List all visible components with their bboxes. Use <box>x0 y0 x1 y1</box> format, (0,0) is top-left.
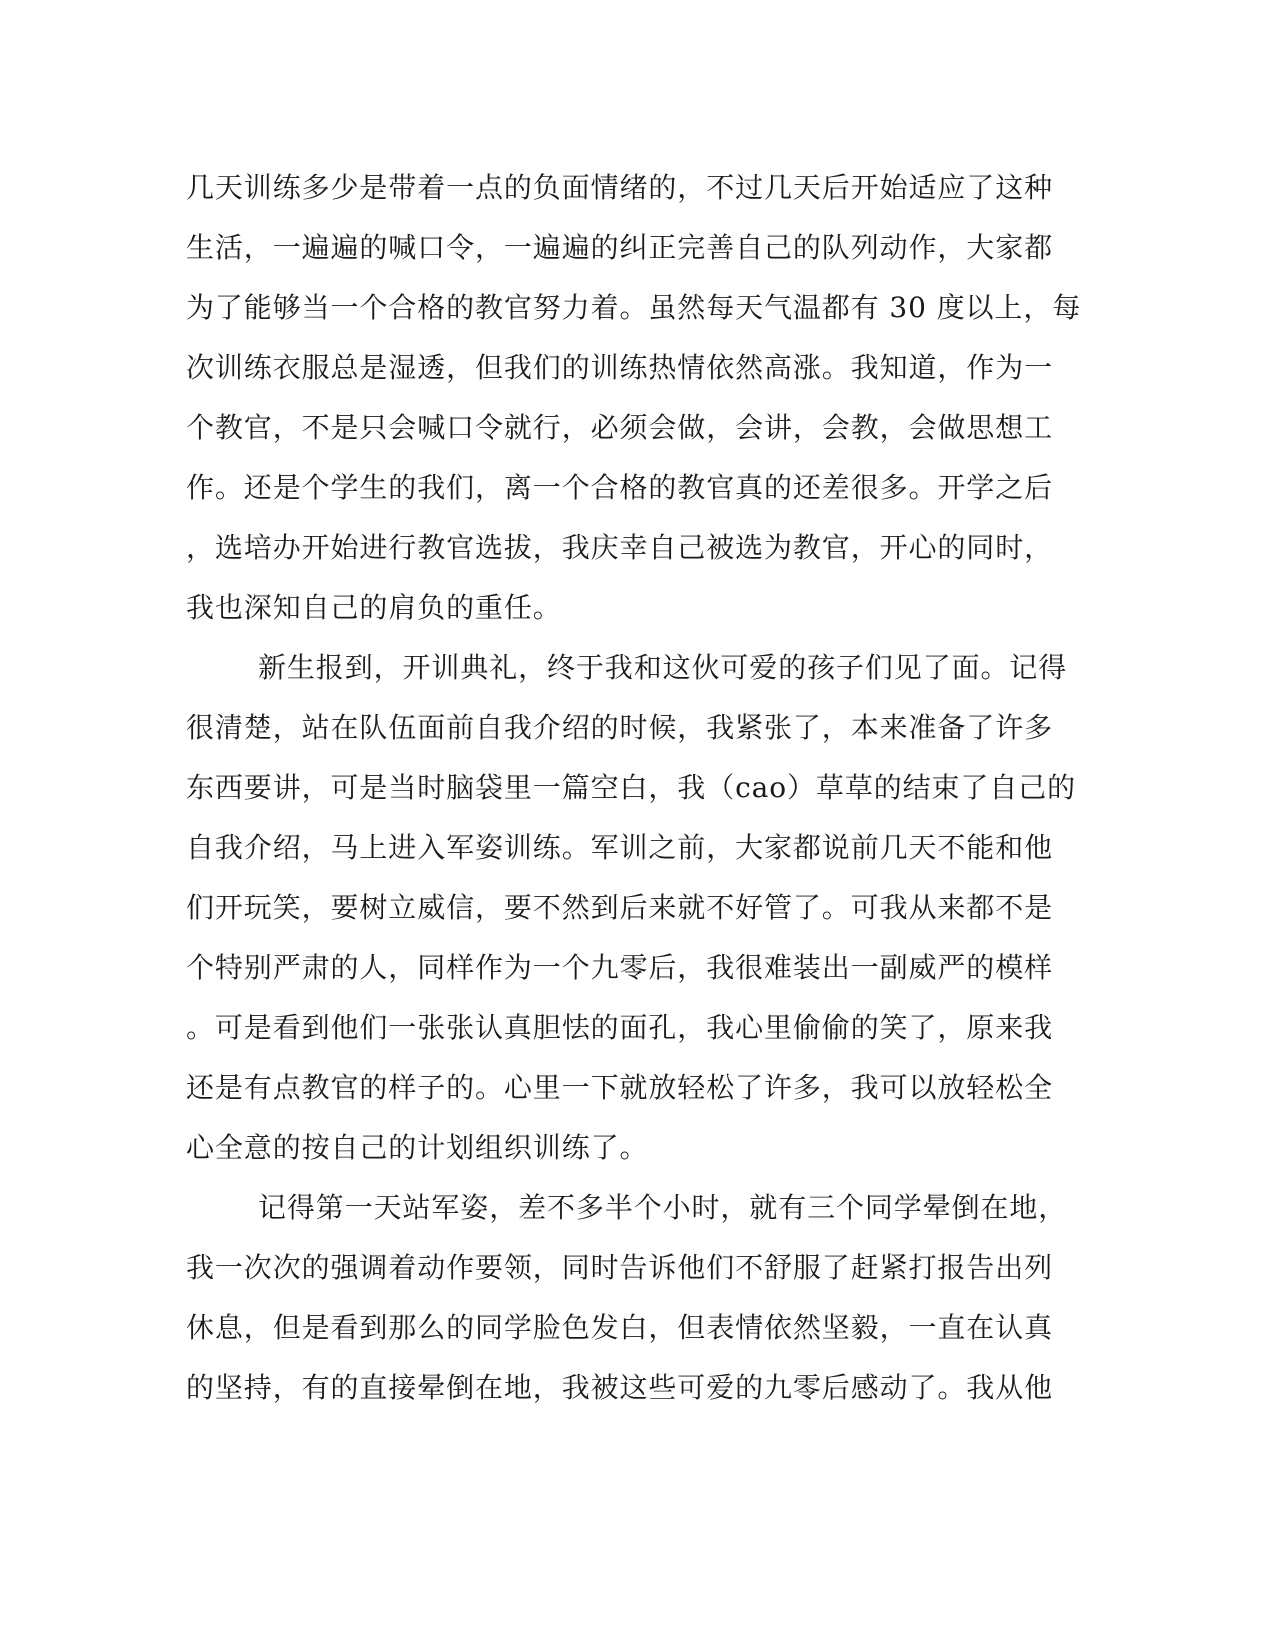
text-line-15: 。可是看到他们一张张认真胆怯的面孔，我心里偷偷的笑了，原来我 <box>186 1011 1054 1044</box>
document-body <box>186 158 1082 1418</box>
text-line-12: 自我介绍，马上进入军姿训练。军训之前，大家都说前几天不能和他 <box>186 831 1054 864</box>
text-line-3: 为了能够当一个合格的教官努力着。虽然每天气温都有 30 度以上，每 <box>186 291 1082 324</box>
text-line-21: 的坚持，有的直接晕倒在地，我被这些可爱的九零后感动了。我从他 <box>186 1371 1054 1404</box>
text-line-16: 还是有点教官的样子的。心里一下就放轻松了许多，我可以放轻松全 <box>186 1071 1054 1104</box>
text-line-19: 我一次次的强调着动作要领，同时告诉他们不舒服了赶紧打报告出列 <box>186 1251 1054 1284</box>
text-line-6: 作。还是个学生的我们，离一个合格的教官真的还差很多。开学之后 <box>186 471 1054 504</box>
text-line-10: 很清楚，站在队伍面前自我介绍的时候，我紧张了，本来准备了许多 <box>186 711 1054 744</box>
text-line-7: ，选培办开始进行教官选拔，我庆幸自己被选为教官，开心的同时， <box>186 531 1054 564</box>
text-line-1: 几天训练多少是带着一点的负面情绪的，不过几天后开始适应了这种 <box>186 171 1054 204</box>
text-line-17: 心全意的按自己的计划组织训练了。 <box>186 1131 649 1164</box>
text-line-9: 新生报到，开训典礼，终于我和这伙可爱的孩子们见了面。记得 <box>258 651 1068 684</box>
text-line-5: 个教官，不是只会喊口令就行，必须会做，会讲，会教，会做思想工 <box>186 411 1054 444</box>
text-line-8: 我也深知自己的肩负的重任。 <box>186 591 562 624</box>
text-line-20: 休息，但是看到那么的同学脸色发白，但表情依然坚毅，一直在认真 <box>186 1311 1054 1344</box>
text-line-2: 生活，一遍遍的喊口令，一遍遍的纠正完善自己的队列动作，大家都 <box>186 231 1054 264</box>
text-line-18: 记得第一天站军姿，差不多半个小时，就有三个同学晕倒在地， <box>258 1191 1068 1224</box>
text-line-4: 次训练衣服总是湿透，但我们的训练热情依然高涨。我知道，作为一 <box>186 351 1054 384</box>
text-line-11: 东西要讲，可是当时脑袋里一篇空白，我（cao）草草的结束了自己的 <box>186 771 1077 804</box>
text-line-13: 们开玩笑，要树立威信，要不然到后来就不好管了。可我从来都不是 <box>186 891 1054 924</box>
text-line-14: 个特别严肃的人，同样作为一个九零后，我很难装出一副威严的模样 <box>186 951 1054 984</box>
